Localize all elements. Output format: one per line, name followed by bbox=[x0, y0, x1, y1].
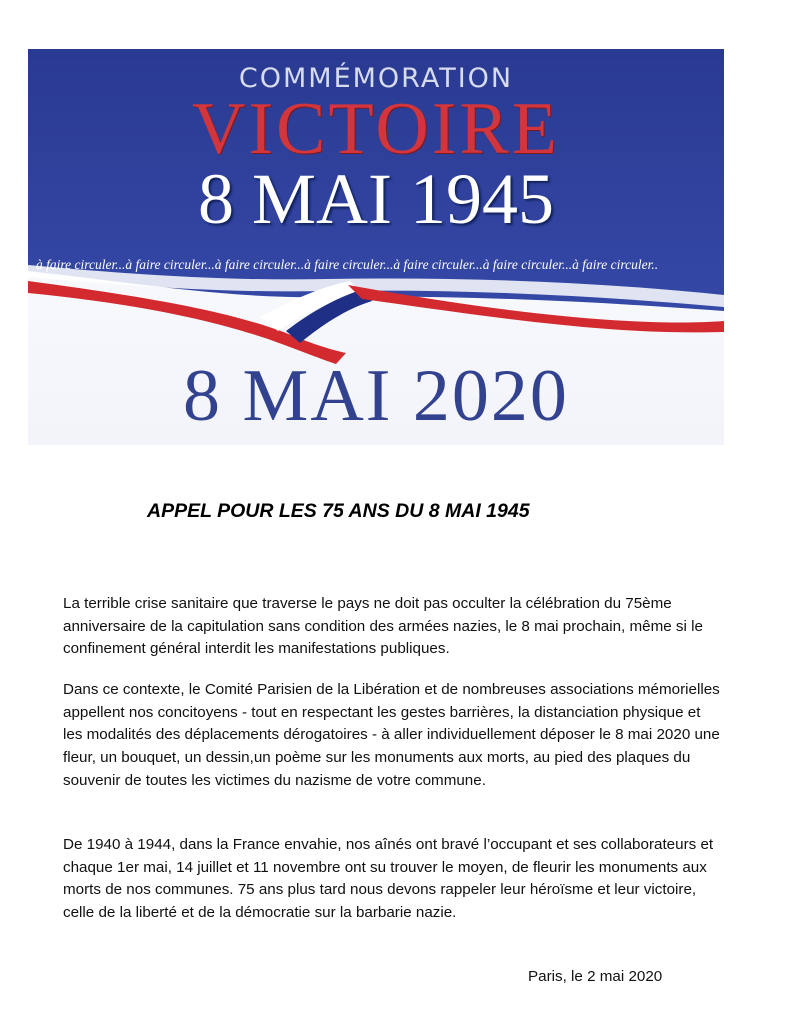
signature-date: Paris, le 2 mai 2020 bbox=[528, 968, 663, 985]
commemoration-banner bbox=[28, 49, 724, 445]
banner-victoire: VICTOIRE bbox=[192, 88, 560, 170]
paragraph-1: La terrible crise sanitaire que traverse le pays ne doit pas occulter la célébration du 75ème anniversaire de la capitulation sans condition des armées nazies, le 8 mai prochain, même si le confinement général interdit les manifestations publiques. bbox=[63, 595, 703, 658]
paragraph-2: Dans ce contexte, le Comité Parisien de la Libération et de nombreuses associations mémorielles appellent nos concitoyens - tout en respectant les gestes barrières, la distanciation physique et les modalités des déplacements dérogatoires - à aller individuellement déposer le 8 mai 2020 une fleur, un bouquet, un dessin,un poème sur les monuments aux morts, au pied des plaques du souvenir de toutes les victimes du nazisme de votre commune. bbox=[63, 681, 720, 789]
banner-date-1945: 8 MAI 1945 bbox=[198, 159, 554, 239]
document-title: APPEL POUR LES 75 ANS DU 8 MAI 1945 bbox=[147, 500, 530, 522]
paragraph-3: De 1940 à 1944, dans la France envahie, nos aînés ont bravé l’occupant et ses collaborateurs et chaque 1er mai, 14 juillet et 11 novembre ont su trouver le moyen, de fleurir les monuments aux morts de nos communes. 75 ans plus tard nous devons rappeler leur héroïsme et leur victoire, celle de la liberté et de la démocratie sur la barbarie nazie. bbox=[63, 836, 714, 922]
banner-commemoration: COMMÉMORATION bbox=[238, 63, 514, 94]
banner-circulate-text: à faire circuler...à faire circuler...à faire circuler...à faire circuler...à faire circuler...à faire circuler...à faire circuler.. bbox=[36, 257, 659, 272]
banner-date-2020: 8 MAI 2020 bbox=[183, 355, 569, 437]
